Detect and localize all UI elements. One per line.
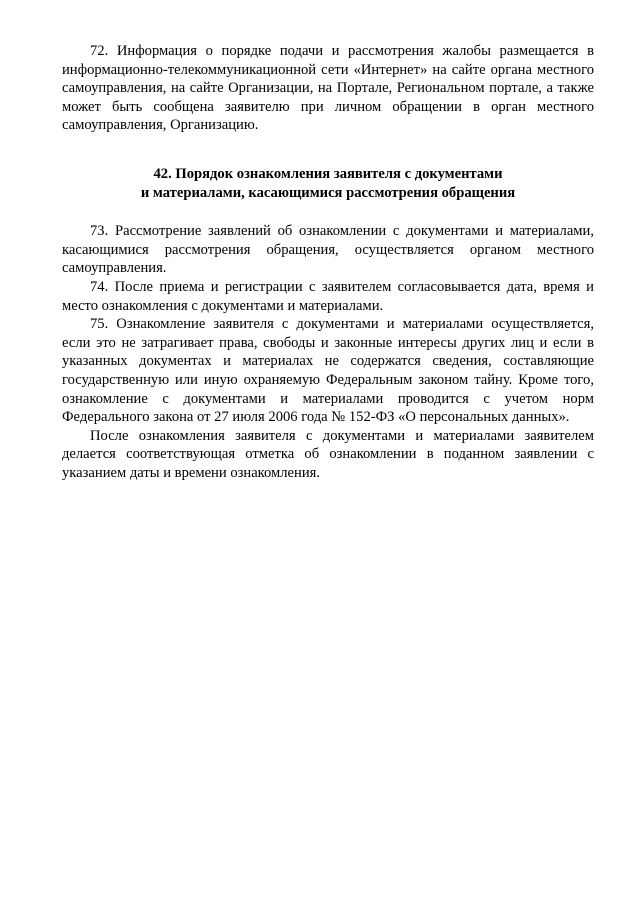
paragraph-73: 73. Рассмотрение заявлений об ознакомлении с документами и материалами, касающимися рассмотрения обращения, осуществляется органом местного самоуправления. [62, 223, 594, 277]
paragraph-75: 75. Ознакомление заявителя с документами и материалами осуществляется, если это не затрагивает права, свободы и законные интересы других лиц и если в указанных документах и материалах не содержатся сведения, составляющие государственную или иную охраняемую Федеральным законом тайну. Кроме того, ознакомление с документами и материалами проводится с учетом норм Федерального закона от 27 июля 2006 года № 152-ФЗ «О персональных данных». [62, 316, 594, 426]
section-heading-line-2: и материалами, касающимися рассмотрения обращения [140, 184, 516, 201]
section-heading-line-1: 42. Порядок ознакомления заявителя с документами [153, 165, 503, 182]
section-heading [62, 165, 594, 202]
paragraph-74: 74. После приема и регистрации с заявителем согласовывается дата, время и место ознакомления с документами и материалами. [62, 278, 594, 314]
paragraph-final: После ознакомления заявителя с документами и материалами заявителем делается соответствующая отметка об ознакомлении в поданном заявлении с указанием даты и времени ознакомления. [62, 427, 594, 481]
document-page [62, 42, 594, 482]
paragraph-72: 72. Информация о порядке подачи и рассмотрения жалобы размещается в информационно-телекоммуникационной сети «Интернет» на сайте органа местного самоуправления, на сайте Организации, на Портале, Региональном портале, а также может быть сообщена заявителю при личном обращении в орган местного самоуправления, Организацию. [62, 43, 594, 134]
